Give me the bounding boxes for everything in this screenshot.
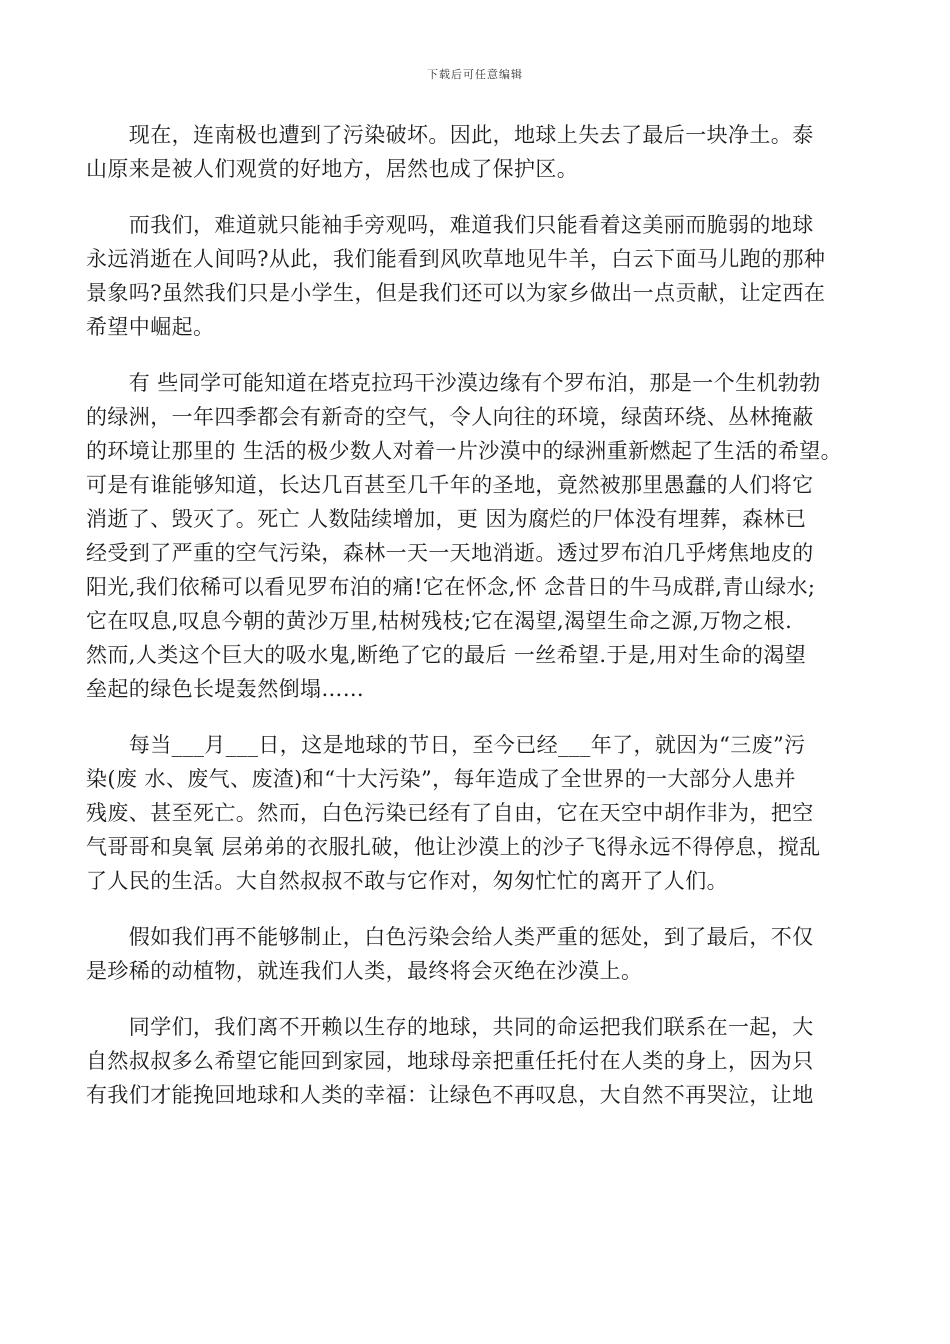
paragraph-appeal [86, 1010, 866, 1112]
document-body [86, 118, 866, 1134]
text-line: 阳光,我们依稀可以看见罗布泊的痛!它在怀念,怀 念昔日的牛马成群,青山绿水; [86, 575, 816, 599]
text-line: 然而,人类这个巨大的吸水鬼,断绝了它的最后 一丝希望.于是,用对生命的渴望 [86, 643, 807, 667]
text-line: 现在，连南极也遭到了污染破坏。因此，地球上失去了最后一块净土。泰 [86, 123, 814, 147]
text-line: 而我们，难道就只能袖手旁观吗，难道我们只能看着这美丽而脆弱的地球 [86, 213, 814, 237]
text-line: 是珍稀的动植物，就连我们人类，最终将会灭绝在沙漠上。 [86, 959, 643, 983]
paragraph-antarctica [86, 118, 866, 186]
paragraph-consequences [86, 920, 866, 988]
text-line: 气哥哥和臭氧 层弟弟的衣服扎破，他让沙漠上的沙子飞得永远不得停息，搅乱 [86, 835, 821, 859]
paragraph-lop-nur [86, 366, 866, 706]
paragraph-bystanders [86, 208, 866, 344]
text-line: 每当___月___日，这是地球的节日，至今已经___年了，就因为“三废”污 [86, 733, 806, 757]
text-line: 染(废 水、废气、废渣)和“十大污染”，每年造成了全世界的一大部分人患并 [86, 767, 796, 791]
text-line: 山原来是被人们观赏的好地方，居然也成了保护区。 [86, 157, 579, 181]
text-line: 可是有谁能够知道，长达几百甚至几千年的圣地，竟然被那里愚蠢的人们将它 [86, 473, 814, 497]
text-line: 残废、甚至死亡。然而，白色污染已经有了自由，它在天空中胡作非为，把空 [86, 801, 814, 825]
text-line: 的环境让那里的 生活的极少数人对着一片沙漠中的绿洲重新燃起了生活的希望。 [86, 439, 843, 463]
text-line: 经受到了严重的空气污染，森林一天一天地消逝。透过罗布泊几乎烤焦地皮的 [86, 541, 814, 565]
text-line: 景象吗?虽然我们只是小学生，但是我们还可以为家乡做出一点贡献，让定西在 [86, 281, 826, 305]
text-line: 同学们，我们离不开赖以生存的地球，共同的命运把我们联系在一起，大 [86, 1015, 814, 1039]
text-line: 有 些同学可能知道在塔克拉玛干沙漠边缘有个罗布泊，那是一个生机勃勃 [86, 371, 821, 395]
text-line: 假如我们再不能够制止，白色污染会给人类严重的惩处，到了最后，不仅 [86, 925, 814, 949]
text-line: 的绿洲，一年四季都会有新奇的空气，令人向往的环境，绿茵环绕、丛林掩蔽 [86, 405, 814, 429]
text-line: 希望中崛起。 [86, 315, 215, 339]
text-line: 消逝了、毁灭了。死亡 人数陆续增加，更 因为腐烂的尸体没有埋葬，森林已 [86, 507, 807, 531]
text-line: 它在叹息,叹息今朝的黄沙万里,枯树残枝;它在渴望,渴望生命之源,万物之根. [86, 609, 793, 633]
paragraph-earth-day [86, 728, 866, 898]
text-line: 垒起的绿色长堤轰然倒塌…… [86, 677, 365, 701]
page-header-note: 下载后可任意编辑 [427, 68, 523, 81]
text-line: 永远消逝在人间吗?从此，我们能看到风吹草地见牛羊，白云下面马儿跑的那种 [86, 247, 826, 271]
text-line: 了人民的生活。大自然叔叔不敢与它作对，匆匆忙忙的离开了人们。 [86, 869, 728, 893]
text-line: 自然叔叔多么希望它能回到家园，地球母亲把重任托付在人类的身上，因为只 [86, 1049, 814, 1073]
text-line: 有我们才能挽回地球和人类的幸福：让绿色不再叹息，大自然不再哭泣，让地 [86, 1083, 814, 1107]
